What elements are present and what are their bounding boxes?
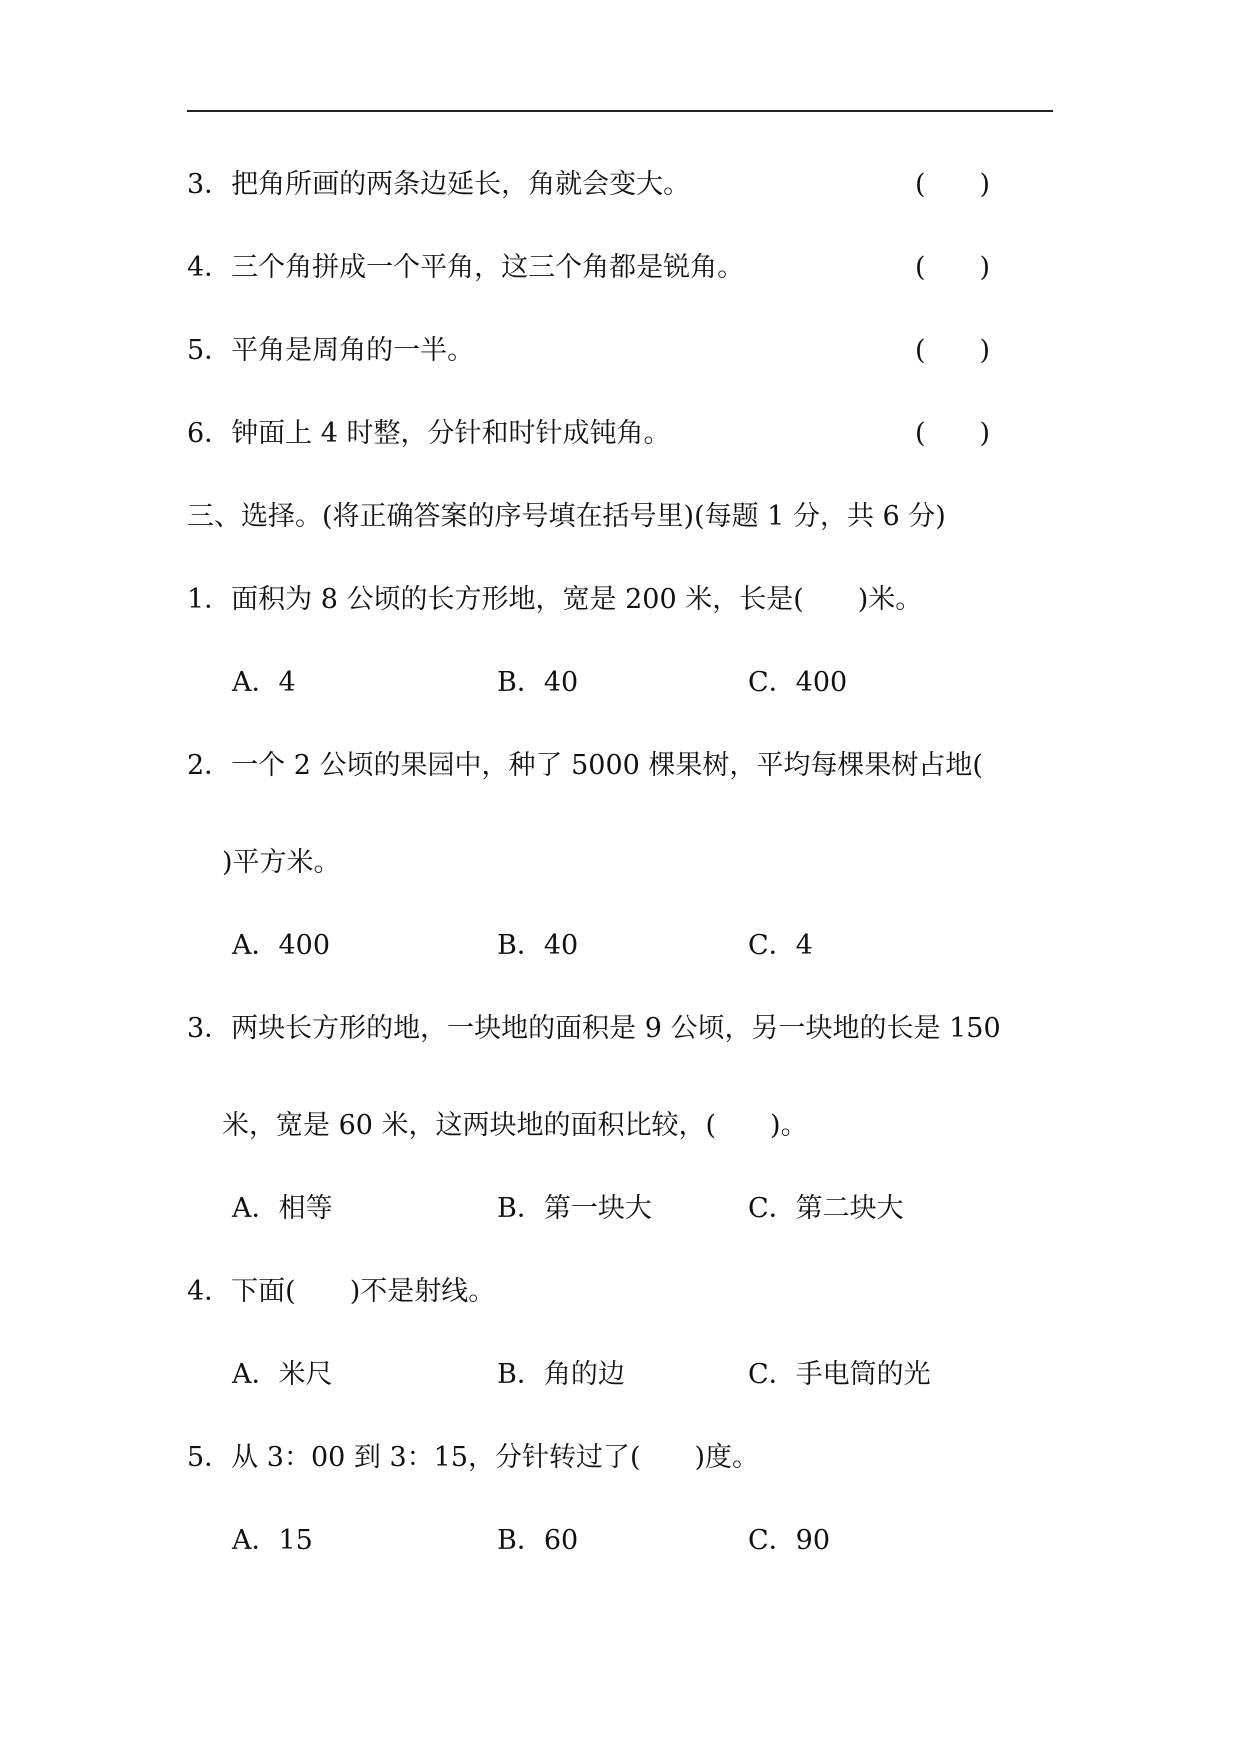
option-1c[interactable]: C．400 [748, 667, 848, 698]
option-4c[interactable]: C．手电筒的光 [748, 1359, 931, 1390]
option-3b[interactable]: B．第一块大 [497, 1193, 652, 1224]
option-3a[interactable]: A．相等 [232, 1193, 333, 1224]
option-5b[interactable]: B．60 [497, 1525, 579, 1556]
judge-question-6: 6．钟面上 4 时整，分针和时针成钝角。 [187, 418, 671, 449]
option-2c[interactable]: C．4 [748, 930, 813, 961]
choice-question-2-cont: )平方米。 [222, 847, 341, 878]
option-5c[interactable]: C．90 [748, 1525, 831, 1556]
option-3c[interactable]: C．第二块大 [748, 1193, 904, 1224]
choice-question-3: 3．两块长方形的地，一块地的面积是 9 公顷，另一块地的长是 150 [187, 1013, 1001, 1044]
judge-answer-blank-4[interactable]: ( ) [915, 252, 991, 283]
choice-question-4: 4．下面( )不是射线。 [187, 1276, 496, 1307]
section-title: 三、选择。(将正确答案的序号填在括号里)(每题 1 分，共 6 分) [187, 501, 946, 532]
option-1a[interactable]: A．4 [232, 667, 296, 698]
judge-question-3: 3．把角所画的两条边延长，角就会变大。 [187, 169, 691, 200]
option-1b[interactable]: B．40 [497, 667, 579, 698]
judge-question-4: 4．三个角拼成一个平角，这三个角都是锐角。 [187, 252, 745, 283]
choice-question-1: 1．面积为 8 公顷的长方形地，宽是 200 米，长是( )米。 [187, 584, 923, 615]
option-2b[interactable]: B．40 [497, 930, 579, 961]
judge-answer-blank-5[interactable]: ( ) [915, 335, 991, 366]
option-4a[interactable]: A．米尺 [232, 1359, 333, 1390]
option-2a[interactable]: A．400 [232, 930, 331, 961]
choice-question-5: 5．从 3：00 到 3：15，分针转过了( )度。 [187, 1442, 760, 1473]
header-rule [187, 110, 1053, 112]
choice-question-2: 2．一个 2 公顷的果园中，种了 5000 棵果树，平均每棵果树占地( [187, 750, 983, 781]
judge-answer-blank-3[interactable]: ( ) [915, 169, 991, 200]
option-4b[interactable]: B．角的边 [497, 1359, 625, 1390]
choice-question-3-cont: 米，宽是 60 米，这两块地的面积比较，( )。 [222, 1110, 808, 1141]
judge-answer-blank-6[interactable]: ( ) [915, 418, 991, 449]
judge-question-5: 5．平角是周角的一半。 [187, 335, 475, 366]
option-5a[interactable]: A．15 [232, 1525, 313, 1556]
